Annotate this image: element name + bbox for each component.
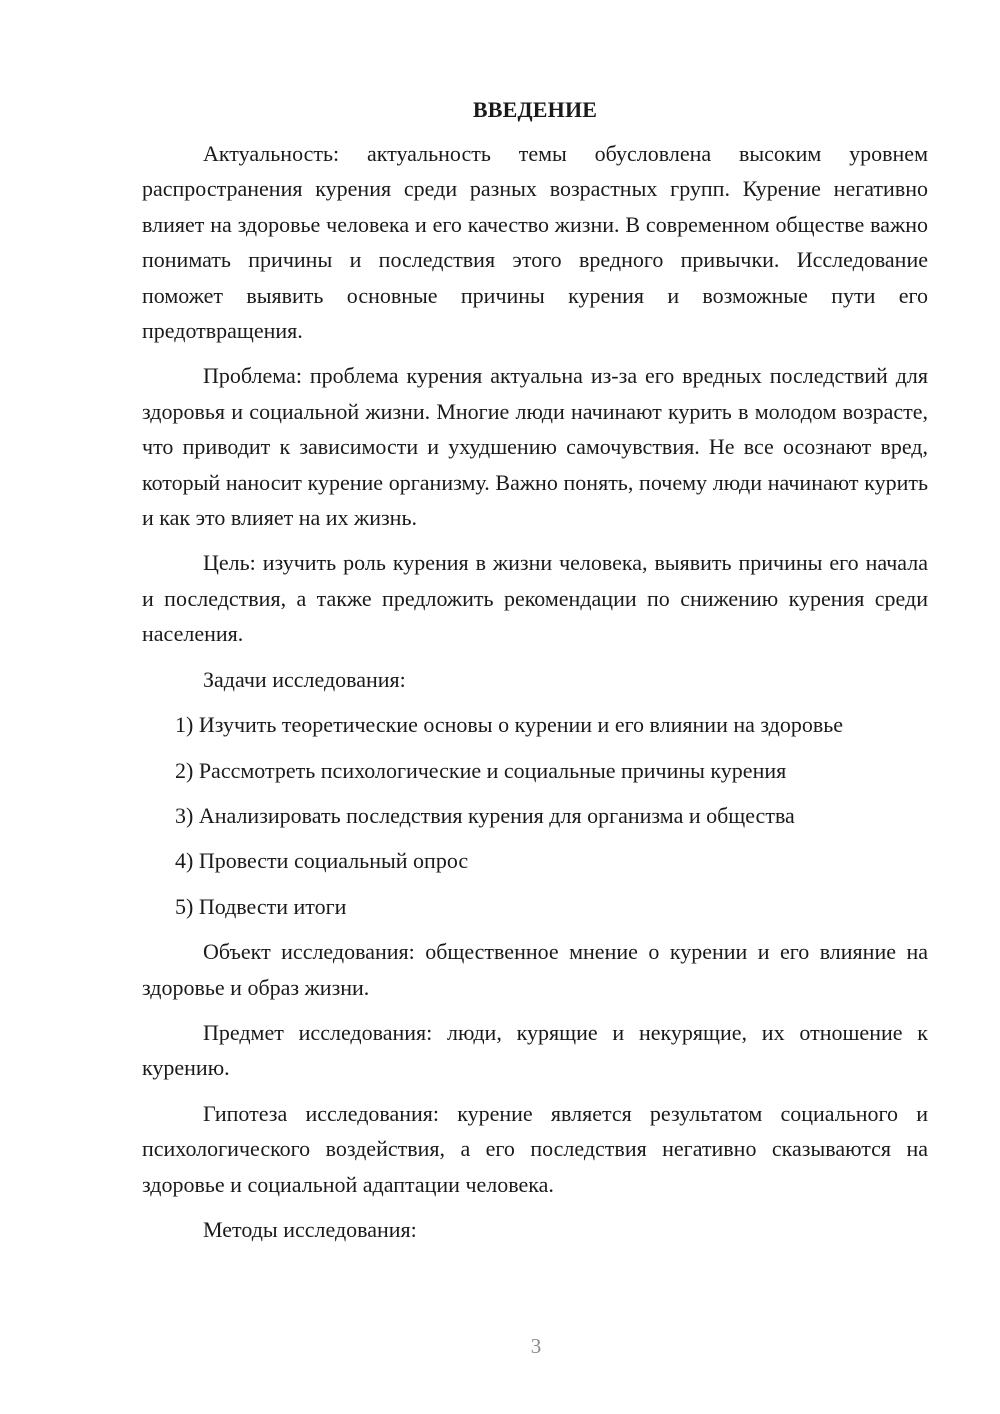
page-title: ВВЕДЕНИЕ xyxy=(472,97,598,122)
paragraph-problem: Проблема: проблема курения актуальна из-за его вредных последствий для здоровья и социальной жизни. Многие люди начинают курить в молодом возрасте, что приводит к зависимости и ухудшению самочувствия. Не все осознают вред, который наносит курение организму. Важно понять, почему люди начинают курить и как это влияет на их жизнь. xyxy=(142,363,928,531)
paragraph-object: Объект исследования: общественное мнение о курении и его влияние на здоровье и образ жизни. xyxy=(142,939,928,1000)
list-item: 5) Подвести итоги xyxy=(175,893,347,919)
paragraph-methods-heading: Методы исследования: xyxy=(203,1216,417,1242)
tasks-list xyxy=(142,707,928,924)
list-item: 1) Изучить теоретические основы о курении и его влиянии на здоровье xyxy=(175,712,844,738)
list-item: 4) Провести социальный опрос xyxy=(175,848,469,874)
document-page xyxy=(142,92,928,1257)
paragraph-relevance: Актуальность: актуальность темы обусловлена высоким уровнем распространения курения среди разных возрастных групп. Курение негативно влияет на здоровье человека и его качество жизни. В современном обществе важно понимать причины и последствия этого вредного привычки. Исследование поможет выявить основные причины курения и возможные пути его предотвращения. xyxy=(142,141,928,344)
paragraph-hypothesis: Гипотеза исследования: курение является результатом социального и психологического воздействия, а его последствия негативно сказываются на здоровье и социальной адаптации человека. xyxy=(142,1100,928,1197)
page-number: 3 xyxy=(530,1334,542,1358)
paragraph-goal: Цель: изучить роль курения в жизни человека, выявить причины его начала и последствия, а также предложить рекомендации по снижению курения среди населения. xyxy=(142,550,928,647)
paragraph-tasks-heading: Задачи исследования: xyxy=(203,666,406,692)
paragraph-subject: Предмет исследования: люди, курящие и некурящие, их отношение к курению. xyxy=(142,1019,928,1081)
list-item: 2) Рассмотреть психологические и социальные причины курения xyxy=(175,757,787,783)
list-item: 3) Анализировать последствия курения для организма и общества xyxy=(175,802,795,828)
